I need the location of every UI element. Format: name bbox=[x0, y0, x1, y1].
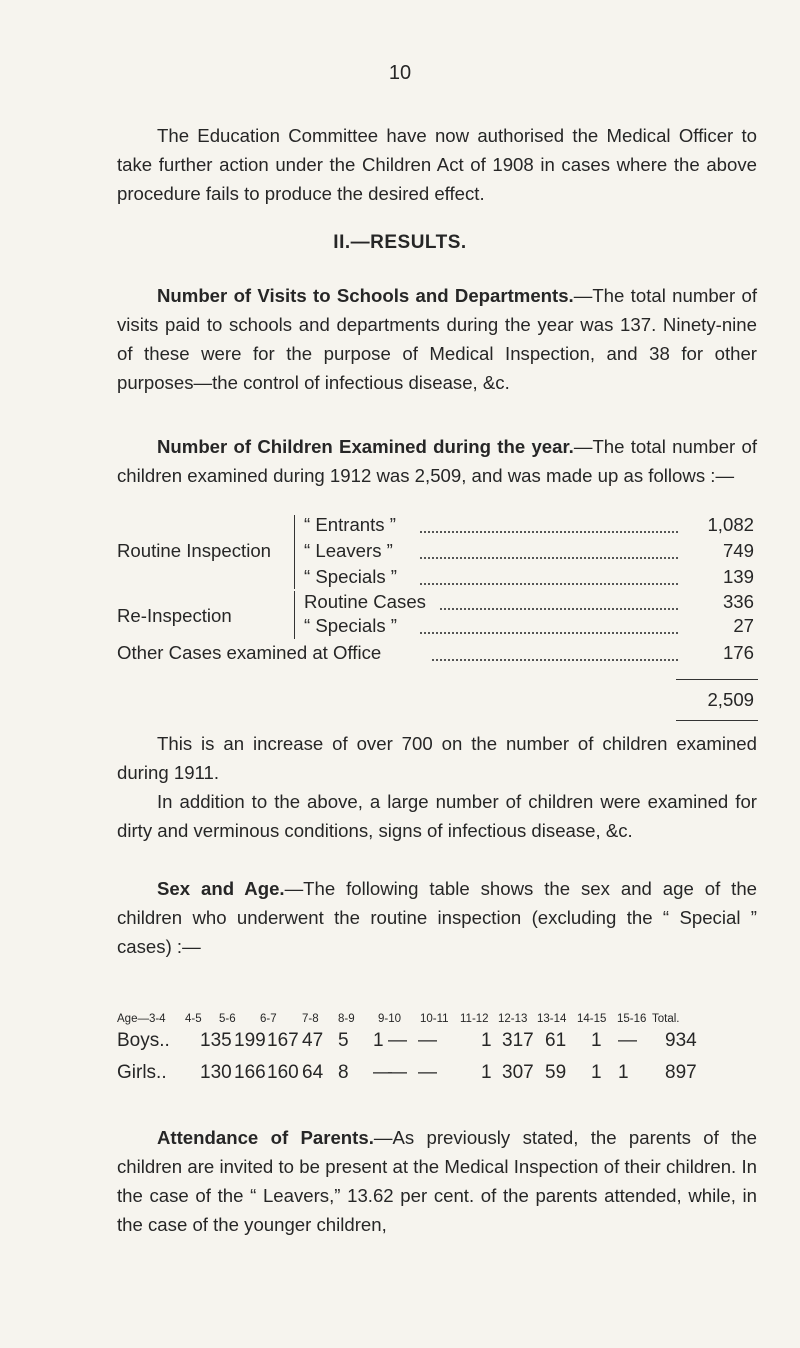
girls-row-cell: 1 bbox=[618, 1062, 629, 1083]
row-other-cases-leader bbox=[432, 659, 678, 661]
examined-total: 2,509 bbox=[707, 689, 754, 710]
girls-row-cell: 897 bbox=[665, 1062, 697, 1083]
age-header-cell: Age—3-4 bbox=[117, 1013, 166, 1025]
increase-paragraph: This is an increase of over 700 on the number of children examined during 1911. bbox=[117, 733, 757, 783]
girls-row-cell: — bbox=[373, 1062, 392, 1083]
sexage-paragraph bbox=[117, 874, 757, 961]
row-specials-leader bbox=[420, 583, 678, 585]
boys-row-label: Boys.. bbox=[117, 1030, 170, 1051]
row-entrants-label: “ Entrants ” bbox=[304, 514, 396, 535]
attendance-paragraph bbox=[117, 1123, 757, 1239]
age-header-cell: 14-15 bbox=[577, 1013, 607, 1025]
reinspection-brace bbox=[294, 591, 295, 639]
row-re-specials-label: “ Specials ” bbox=[304, 615, 397, 636]
boys-row-cell: 47 bbox=[302, 1030, 324, 1051]
sexage-heading: Sex and Age. bbox=[157, 878, 285, 899]
row-other-cases-label: Other Cases examined at Office bbox=[117, 642, 382, 663]
addition-paragraph: In addition to the above, a large number of children were examined for dirty and verminous conditions, signs of infectious disease, &c. bbox=[117, 791, 757, 841]
boys-row-cell: 1 bbox=[481, 1030, 492, 1051]
boys-row-cell: — bbox=[618, 1030, 637, 1051]
visits-heading: Number of Visits to Schools and Departments. bbox=[157, 285, 574, 306]
routine-brace bbox=[294, 515, 295, 589]
age-header-cell: Total. bbox=[652, 1013, 680, 1025]
row-leavers-value: 749 bbox=[722, 540, 754, 561]
visits-text: —The total number of visits paid to schools and departments during the year was 137. Ninety-nine of these were for the purpose of Medical Inspection, and 38 for other purposes—the control of infectious disease, &c. bbox=[117, 285, 758, 393]
age-header-cell: 9-10 bbox=[378, 1013, 402, 1025]
age-header-cell: 6-7 bbox=[260, 1013, 277, 1025]
age-header-cell: 11-12 bbox=[460, 1013, 489, 1025]
routine-inspection-label: Routine Inspection bbox=[117, 540, 272, 561]
girls-row-cell: 166 bbox=[234, 1062, 266, 1083]
girls-row-cell: 1 bbox=[591, 1062, 602, 1083]
row-other-cases-value: 176 bbox=[722, 642, 754, 663]
boys-row-cell: 61 bbox=[545, 1030, 567, 1051]
girls-row-cell: 8 bbox=[338, 1062, 349, 1083]
total-rule-top bbox=[676, 679, 758, 680]
age-header-cell: 12-13 bbox=[498, 1013, 528, 1025]
age-header-cell: 15-16 bbox=[617, 1013, 647, 1025]
boys-row-cell: 1 bbox=[591, 1030, 602, 1051]
age-header-cell: 8-9 bbox=[338, 1013, 355, 1025]
girls-row-cell: 1 bbox=[481, 1062, 492, 1083]
boys-row-cell: 5 bbox=[338, 1030, 349, 1051]
examined-heading: Number of Children Examined during the year. bbox=[157, 436, 574, 457]
age-header-cell: 7-8 bbox=[302, 1013, 319, 1025]
page-number: 10 bbox=[388, 62, 412, 84]
boys-row-cell: 167 bbox=[267, 1030, 299, 1051]
girls-row-label: Girls.. bbox=[117, 1062, 167, 1083]
girls-row-cell: 59 bbox=[545, 1062, 567, 1083]
examined-paragraph bbox=[117, 432, 757, 490]
row-routine-cases-value: 336 bbox=[722, 591, 754, 612]
boys-row-cell: 135 bbox=[200, 1030, 232, 1051]
row-re-specials-value: 27 bbox=[733, 615, 754, 636]
row-leavers-label: “ Leavers ” bbox=[304, 540, 393, 561]
row-leavers-leader bbox=[420, 557, 678, 559]
girls-row-cell: 160 bbox=[267, 1062, 299, 1083]
age-header-cell: 13-14 bbox=[537, 1013, 567, 1025]
boys-row-cell: 317 bbox=[502, 1030, 534, 1051]
total-rule-bottom bbox=[676, 720, 758, 721]
girls-row-cell: 64 bbox=[302, 1062, 324, 1083]
visits-paragraph bbox=[117, 281, 757, 397]
row-re-specials-leader bbox=[420, 632, 678, 634]
section-title: II.—RESULTS. bbox=[333, 232, 467, 253]
attendance-text: —As previously stated, the parents of the children are invited to be present at the Medical Inspection of their children. In the case of the “ Leavers,” 13.62 per cent. of the parents attended, while, in the case of the younger children, bbox=[117, 1127, 757, 1235]
reinspection-label: Re-Inspection bbox=[117, 605, 232, 626]
row-entrants-leader bbox=[420, 531, 678, 533]
row-routine-cases-leader bbox=[440, 608, 678, 610]
age-header-cell: 4-5 bbox=[185, 1013, 202, 1025]
girls-row-cell: 130 bbox=[200, 1062, 232, 1083]
row-specials-label: “ Specials ” bbox=[304, 566, 397, 587]
row-specials-value: 139 bbox=[722, 566, 754, 587]
attendance-heading: Attendance of Parents. bbox=[157, 1127, 374, 1148]
boys-row-cell: 1 bbox=[373, 1030, 384, 1051]
sexage-text: —The following table shows the sex and age of the children who underwent the routine inspection (excluding the “ Special ” cases) :— bbox=[117, 878, 757, 957]
age-header-cell: 10-11 bbox=[420, 1013, 449, 1025]
intro-paragraph: The Education Committee have now authorised the Medical Officer to take further action under the Children Act of 1908 in cases where the above procedure fails to produce the desired effect. bbox=[117, 125, 757, 204]
boys-row-cell: — bbox=[388, 1030, 407, 1051]
girls-row-cell: 307 bbox=[502, 1062, 534, 1083]
boys-row-cell: 199 bbox=[234, 1030, 266, 1051]
examined-text: —The total number of children examined during 1912 was 2,509, and was made up as follows :— bbox=[117, 436, 758, 486]
girls-row-cell: — bbox=[418, 1062, 437, 1083]
boys-row-cell: — bbox=[418, 1030, 437, 1051]
row-entrants-value: 1,082 bbox=[707, 514, 754, 535]
row-routine-cases-label: Routine Cases bbox=[304, 591, 426, 612]
girls-row-cell: — bbox=[388, 1062, 407, 1083]
boys-row-cell: 934 bbox=[665, 1030, 697, 1051]
age-header-cell: 5-6 bbox=[219, 1013, 236, 1025]
